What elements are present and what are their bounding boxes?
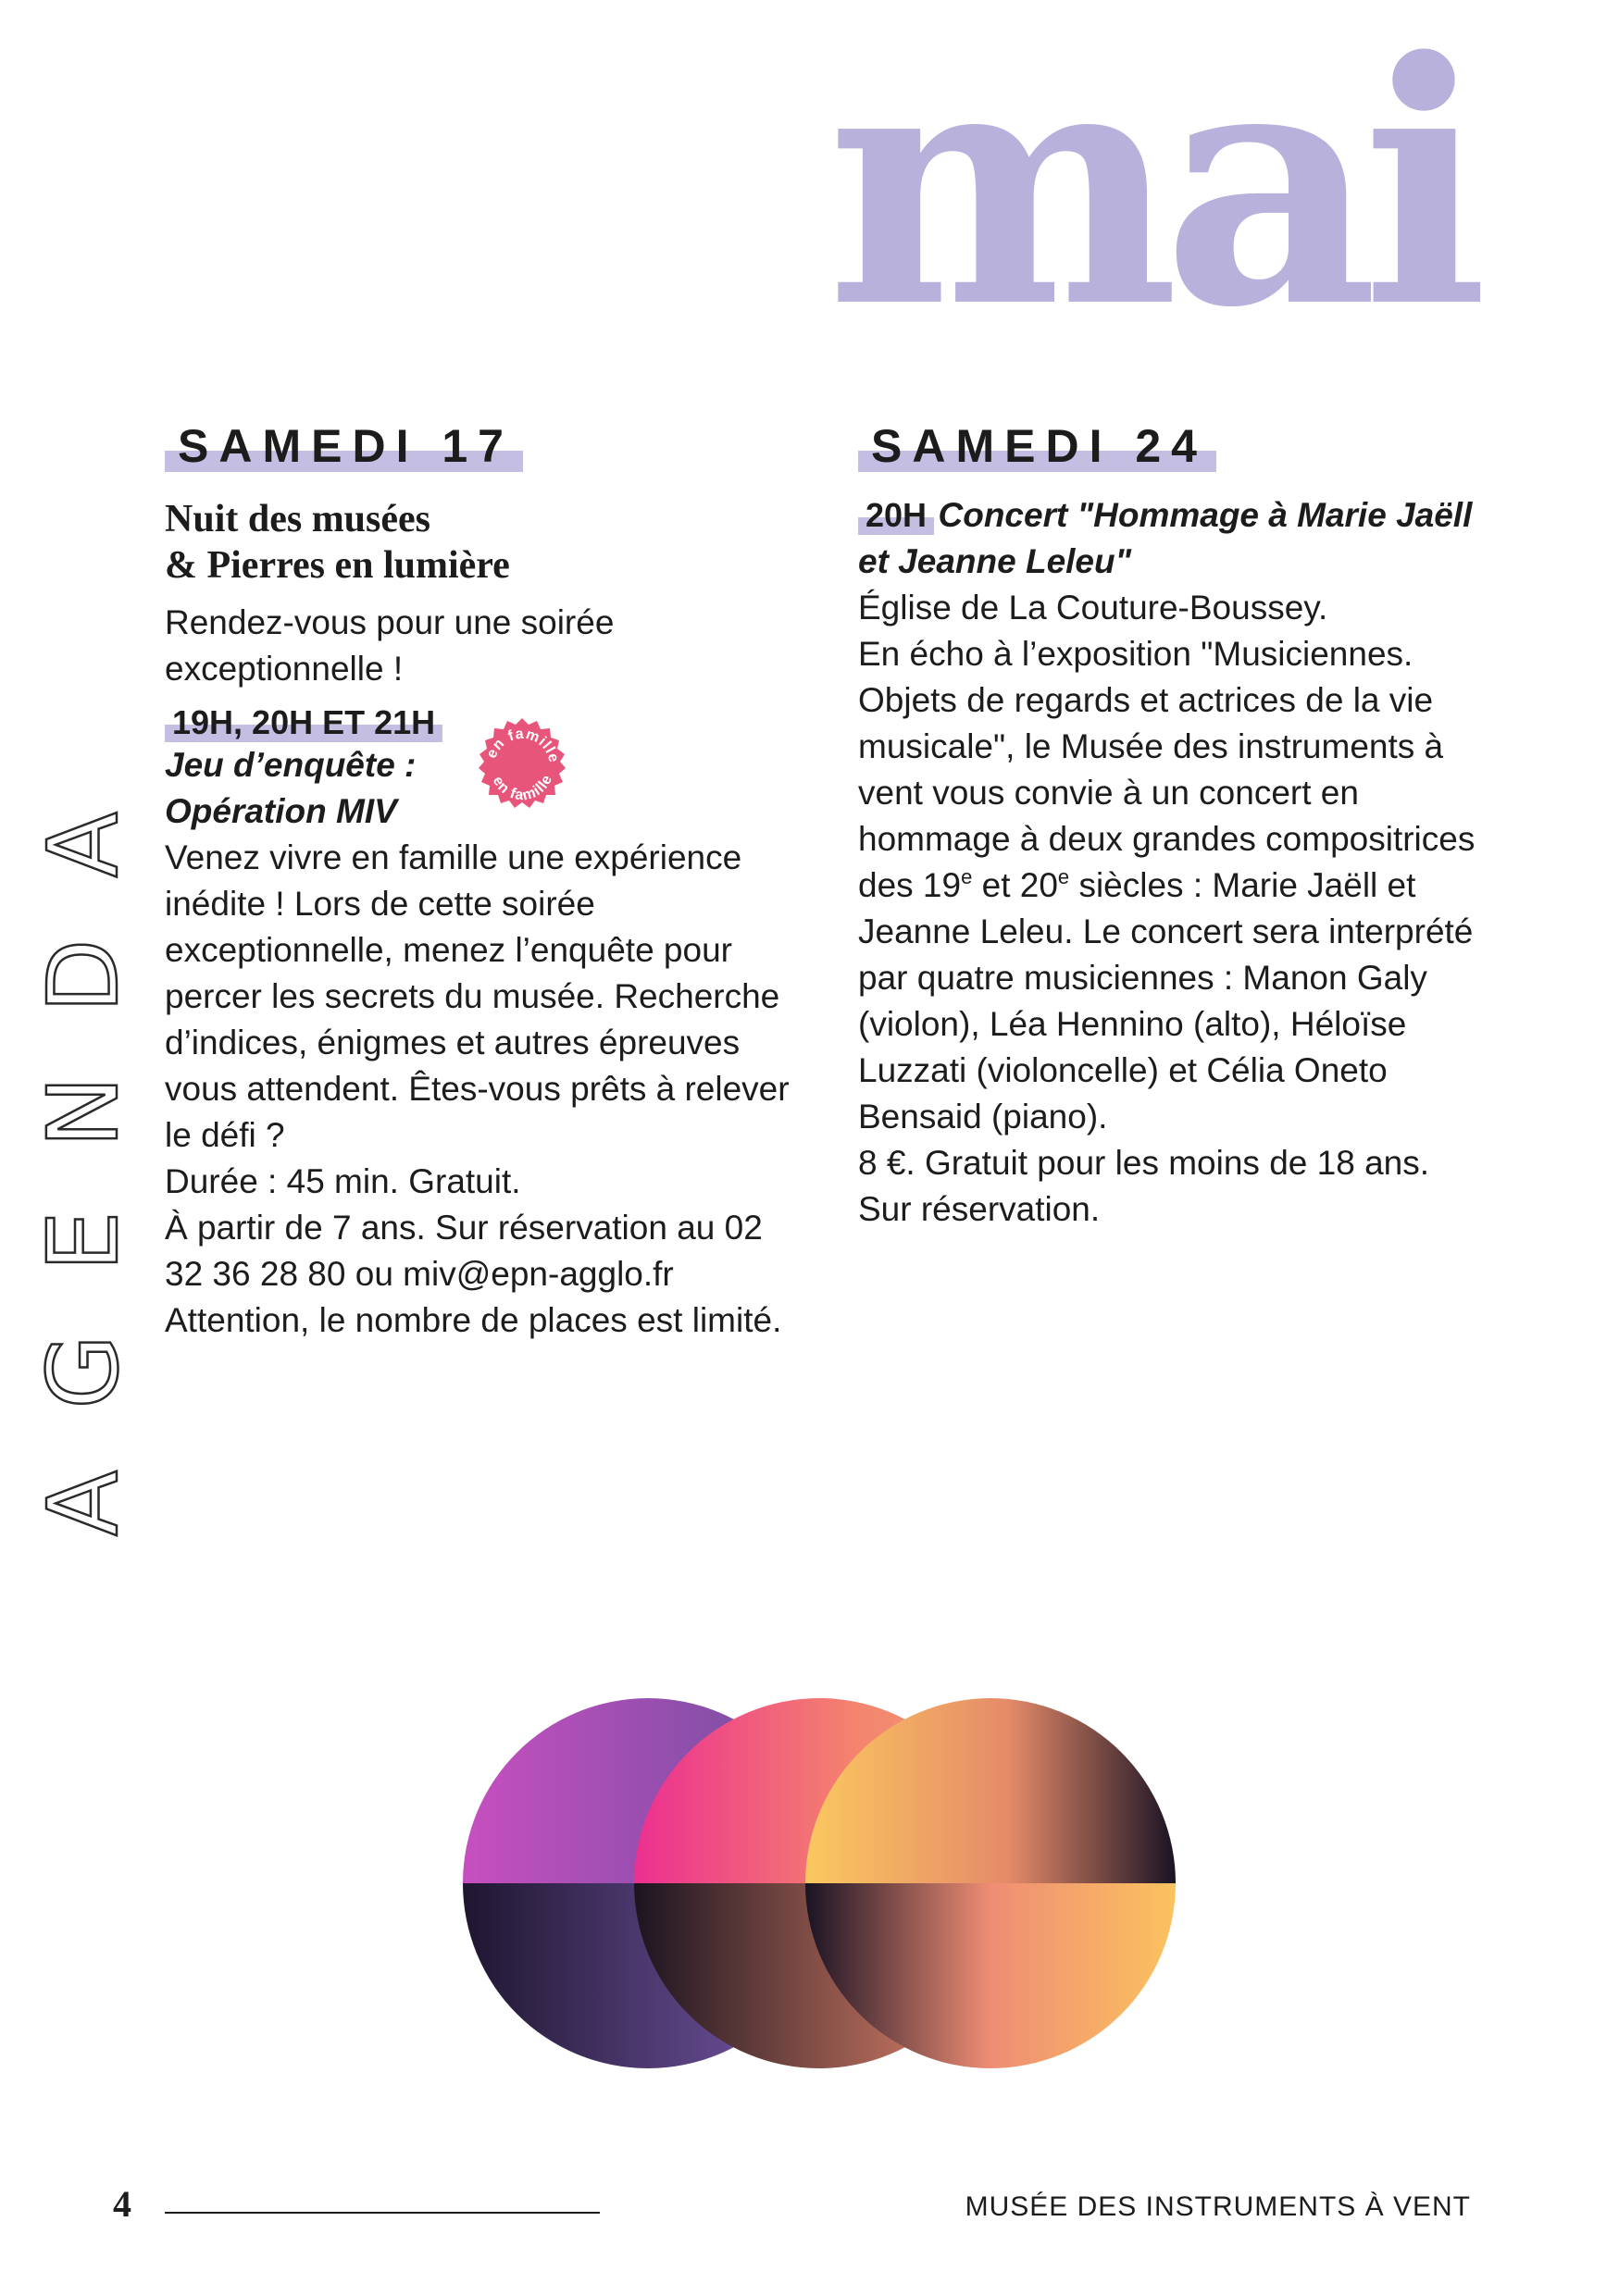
- superscript: e: [1057, 865, 1070, 888]
- event-warning: Attention, le nombre de places est limité.: [165, 1301, 782, 1339]
- superscript: e: [961, 865, 973, 888]
- concert-price: 8 €. Gratuit pour les moins de 18 ans.: [858, 1144, 1430, 1182]
- footer-organization: MUSÉE DES INSTRUMENTS À VENT: [965, 2191, 1471, 2222]
- event-title: [165, 496, 794, 589]
- concert-description-part: siècles : Marie Jaëll et Jeanne Leleu. Le concert sera interprété par quatre musiciennes : Manon Galy (violon), Léa Hennino (alto), Héloïse Luzzati (violoncelle) et Célia Oneto Bensaid (piano).: [858, 866, 1474, 1136]
- event-duration: Durée : 45 min. Gratuit.: [165, 1162, 521, 1200]
- event-column-left: [165, 421, 794, 1344]
- activity-title-line: Jeu d’enquête :: [165, 746, 417, 784]
- concert-title: Concert "Hommage à Marie Jaëll et Jeanne Leleu": [858, 496, 1473, 580]
- badge-text: en famille: [489, 772, 556, 804]
- en-famille-badge: [470, 714, 574, 818]
- concert-description-part: En écho à l’exposition "Musiciennes. Objets de regards et actrices de la vie musicale", le Musée des instruments à vent vous convie à un concert en hommage à deux grandes compositrices des 19: [858, 635, 1476, 904]
- gradient-circles-illustration: [463, 1643, 1176, 2115]
- day-heading: SAMEDI 17: [165, 421, 523, 472]
- concert-reservation: Sur réservation.: [858, 1190, 1101, 1228]
- page-number: 4: [113, 2183, 131, 2225]
- concert-description: [858, 631, 1506, 1140]
- concert-heading: [858, 492, 1506, 585]
- event-description: Venez vivre en famille une expérience inédite ! Lors de cette soirée exceptionnelle, menez l’enquête pour percer les secrets du musée. Recherche d’indices, énigmes et autres épreuves vous attendent. Êtes-vous prêts à relever le défi ?: [165, 838, 790, 1154]
- event-reservation: À partir de 7 ans. Sur réservation au 02 32 36 28 80 ou miv@epn-agglo.fr: [165, 1209, 763, 1293]
- month-heading: mai: [827, 0, 1472, 380]
- event-title-line: & Pierres en lumière: [165, 544, 510, 587]
- footer-divider: [165, 2212, 600, 2214]
- concert-description-part: et 20: [972, 866, 1058, 904]
- time-badge: 20H: [858, 496, 934, 535]
- gradient-circle-3: [805, 1698, 1176, 2068]
- event-title-line: Nuit des musées: [165, 498, 431, 540]
- section-label-vertical: AGENDA: [27, 749, 140, 1536]
- badge-text: en famille: [483, 726, 562, 765]
- concert-location: Église de La Couture-Boussey.: [858, 589, 1328, 627]
- day-heading: SAMEDI 24: [858, 421, 1216, 472]
- activity-title-line: Opération MIV: [165, 792, 397, 830]
- event-intro: Rendez-vous pour une soirée exceptionnelle !: [165, 603, 615, 688]
- time-badge: 19H, 20H ET 21H: [165, 703, 442, 742]
- event-column-right: [858, 421, 1506, 1233]
